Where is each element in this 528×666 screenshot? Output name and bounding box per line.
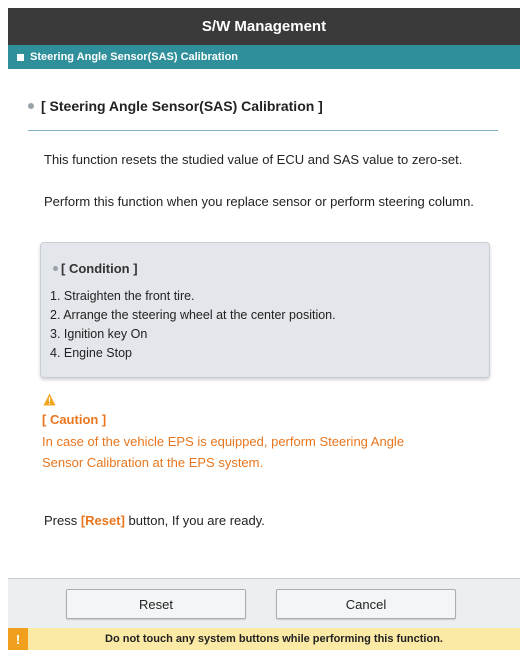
window-title: S/W Management <box>201 18 327 35</box>
ready-prompt <box>44 513 265 528</box>
bullet-icon <box>28 103 34 109</box>
condition-heading <box>53 261 138 276</box>
breadcrumb-bar <box>8 45 520 69</box>
list-item: 2. Arrange the steering wheel at the center position. <box>50 308 336 322</box>
condition-list <box>50 287 336 363</box>
list-item: 3. Ignition key On <box>50 327 148 341</box>
breadcrumb: Steering Angle Sensor(SAS) Calibration <box>30 51 239 63</box>
description-line-1: This function resets the studied value of ECU and SAS value to zero-set. <box>44 152 463 167</box>
cancel-button[interactable]: Cancel <box>276 589 456 619</box>
bullet-icon <box>53 266 58 271</box>
warning-triangle-icon <box>43 393 56 406</box>
caution-line-2: Sensor Calibration at the EPS system. <box>42 455 264 470</box>
exclamation-icon: ! <box>8 628 28 650</box>
section-divider <box>28 130 498 131</box>
prompt-highlight: [Reset] <box>80 513 125 528</box>
list-item: 1. Straighten the front tire. <box>50 289 195 303</box>
condition-title: [ Condition ] <box>61 261 138 276</box>
condition-panel <box>40 242 490 378</box>
caution-line-1: In case of the vehicle EPS is equipped, perform Steering Angle <box>42 434 405 449</box>
reset-button[interactable]: Reset <box>66 589 246 619</box>
square-bullet-icon <box>17 54 24 61</box>
caution-title: [ Caution ] <box>42 412 107 427</box>
section-heading <box>28 98 498 114</box>
prompt-suffix: button, If you are ready. <box>124 513 265 528</box>
prompt-prefix: Press <box>44 513 81 528</box>
section-title: [ Steering Angle Sensor(SAS) Calibration ] <box>41 98 323 114</box>
description-line-2: Perform this function when you replace sensor or perform steering column. <box>44 194 474 209</box>
list-item: 4. Engine Stop <box>50 346 133 360</box>
caution-text <box>42 431 462 473</box>
status-message: Do not touch any system buttons while performing this function. <box>105 633 443 645</box>
footer-bar <box>8 578 520 629</box>
status-bar <box>8 628 520 650</box>
window-title-bar <box>8 8 520 45</box>
